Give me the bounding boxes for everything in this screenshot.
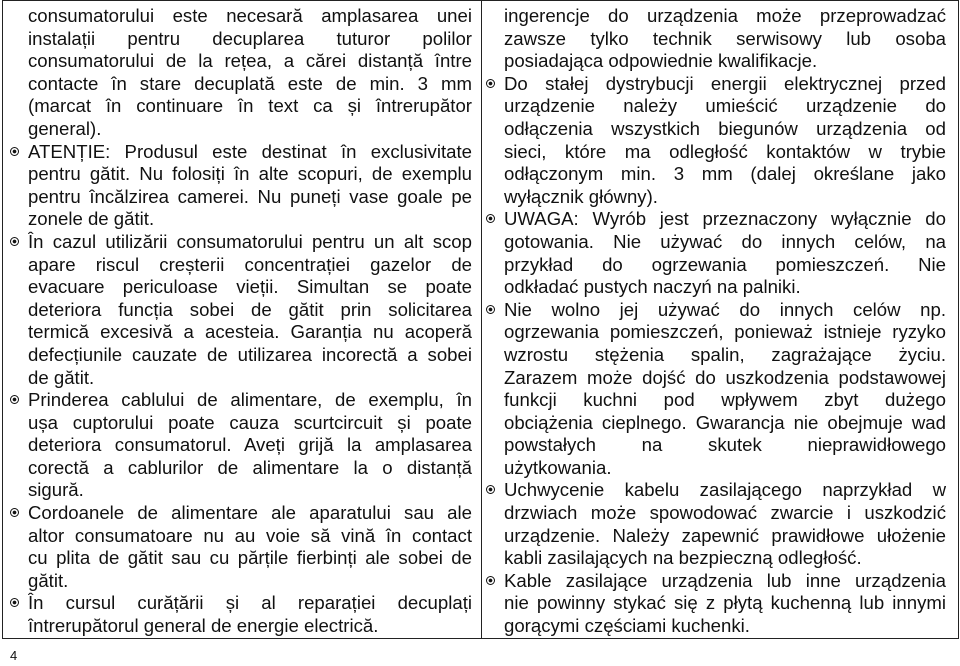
text-line: pentru gătit. Nu folosiți în alte scopuri, de exemplu (28, 163, 472, 185)
bullet-item (504, 479, 946, 569)
bullet-item (28, 502, 472, 592)
text-line: corectă a cablurilor de alimentare la o distanță (28, 456, 472, 478)
text-line: przykład do ogrzewania pomieszczeń. Nie (504, 253, 946, 275)
bullet-icon (486, 305, 495, 314)
text-line: obciążenia cieplnego. Gwarancja nie obejmuje wad (504, 411, 946, 433)
bullet-item (504, 73, 946, 209)
text-line: kabli zasilających na bezpieczną odległość. (504, 547, 862, 569)
page-number: 4 (10, 648, 18, 663)
bullet-icon (10, 147, 19, 156)
text-line: urządzenie należy umieścić urządzenie do (504, 95, 946, 117)
text-line: sigură. (28, 479, 84, 501)
bullet-icon (10, 237, 19, 246)
text-line: drzwiach może spowodować zwarcie i uszkodzić (504, 502, 946, 524)
bullet-item (28, 141, 472, 231)
text-line: deteriora funcția sobei de gătit prin solicitarea (28, 298, 472, 320)
text-line: consumatorului este necesară amplasarea unei (28, 5, 472, 26)
text-line: powstałych na skutek nieprawidłowego (504, 434, 946, 456)
text-line: odkładać pustych naczyń na palniki. (504, 276, 801, 298)
text-line: Nie wolno jej używać do innych celów np. (504, 298, 946, 320)
text-line: apare riscul creșterii concentrației gazelor de (28, 253, 472, 275)
continuation-paragraph (28, 5, 472, 141)
bullet-item (504, 570, 946, 638)
text-line: ingerencje do urządzenia może przeprowadzać (504, 5, 946, 26)
text-line: cu plita de gătit sau cu părțile fierbinți ale sobei de (28, 547, 472, 569)
text-line: odłączonym min. 3 mm (dalej określane jako (504, 163, 946, 185)
text-line: În cursul curățării și al reparației decuplați (28, 592, 472, 614)
bullet-icon (486, 576, 495, 585)
text-line: funkcji kuchni pod wpływem zbyt dużego (504, 389, 946, 411)
text-line: ogrzewania pomieszczeń, ponieważ istnieje ryzyko (504, 321, 946, 343)
text-line: gotowania. Nie używać do innych celów, na (504, 230, 946, 252)
text-line: defecțiunile cauzate de utilizarea incorectă a sobei (28, 343, 472, 365)
text-line: UWAGA: Wyrób jest przeznaczony wyłącznie do (504, 208, 946, 230)
text-line: urządzenie. Należy zapewnić prawidłowe ułożenie (504, 524, 946, 546)
text-line: Kable zasilające urządzenia lub inne urządzenia (504, 569, 946, 591)
text-line: ATENȚIE: Produsul este destinat în exclusivitate (28, 140, 472, 162)
column-divider (481, 0, 482, 639)
text-line: Prinderea cablului de alimentare, de exemplu, în (28, 389, 472, 411)
text-line: instalații pentru decuplarea tuturor polilor (28, 27, 472, 49)
text-line: altor consumatoare nu au voie să vină în contact (28, 524, 472, 546)
polish-column (504, 5, 946, 638)
text-line: Uchwycenie kabelu zasilającego naprzykład w (504, 479, 946, 501)
bullet-icon (10, 508, 19, 517)
text-line: gătit. (28, 569, 69, 591)
text-line: general). (28, 117, 102, 139)
text-line: sieci, które ma odległość kontaktów w trybie (504, 140, 946, 162)
text-line: zawsze tylko technik serwisowy lub osoba (504, 27, 946, 49)
text-line: consumatorului de la rețea, a cărei distanță între (28, 50, 472, 72)
text-line: termică excesivă a acesteia. Garanția nu acoperă (28, 321, 472, 343)
bullet-item (504, 299, 946, 480)
text-line: odłączenia wszystkich biegunów urządzenia od (504, 117, 946, 139)
text-line: pentru încălzirea camerei. Nu puneți vase goale pe (28, 185, 472, 207)
text-line: evacuare periculoase vieții. Simultan se poate (28, 276, 472, 298)
text-line: Do stałej dystrybucji energii elektrycznej przed (504, 72, 946, 94)
bullet-item (28, 592, 472, 637)
text-line: posiadająca odpowiednie kwalifikacje. (504, 50, 818, 72)
text-line: ușa cuptorului poate cauza scurtcircuit și poate (28, 411, 472, 433)
text-line: Cordoanele de alimentare ale aparatului sau ale (28, 502, 472, 524)
text-line: deteriora consumatorul. Aveți grijă la amplasarea (28, 434, 472, 456)
continuation-paragraph (504, 5, 946, 73)
text-line: gorącymi częściami kuchenki. (504, 615, 750, 637)
text-line: Zarazem może dojść do uszkodzenia podstawowej (504, 366, 946, 388)
text-line: de gătit. (28, 366, 95, 388)
text-line: contacte în stare decuplată este de min. 3 mm (28, 72, 472, 94)
text-line: (marcat în continuare în text ca și întrerupător (28, 95, 472, 117)
romanian-column (28, 5, 472, 638)
bullet-icon (486, 79, 495, 88)
text-line: wyłącznik główny). (504, 185, 658, 207)
text-line: întrerupătorul general de energie electrică. (28, 615, 379, 637)
bullet-item (28, 231, 472, 389)
bullet-item (504, 208, 946, 298)
bullet-item (28, 389, 472, 502)
text-line: zonele de gătit. (28, 208, 155, 230)
text-line: În cazul utilizării consumatorului pentru un alt scop (28, 230, 472, 252)
text-line: wzrostu stężenia spalin, zagrażające życiu. (504, 343, 946, 365)
text-line: użytkowania. (504, 456, 612, 478)
text-line: nie powinny stykać się z płytą kuchenną lub innymi (504, 592, 946, 614)
